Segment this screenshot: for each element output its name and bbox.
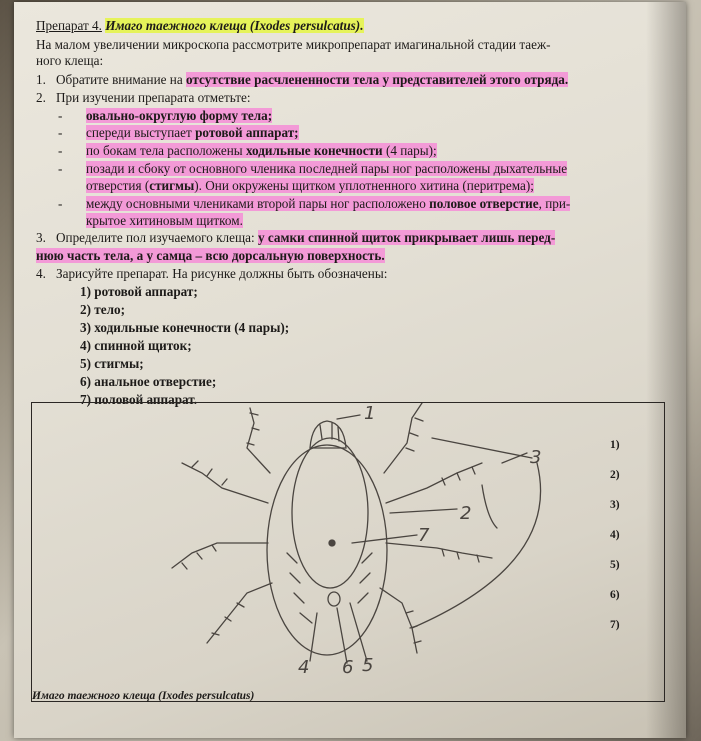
label-item: 4) спинной щиток; xyxy=(80,338,192,353)
label-item: 7) половой аппарат. xyxy=(80,392,198,407)
figure-caption: Имаго таежного клеща (Ixodes persulcatus) xyxy=(32,690,255,702)
bullet-tail: , при- xyxy=(538,196,571,211)
instruction-text: При изучении препарата отметьте: xyxy=(56,90,251,105)
instruction-2 xyxy=(36,90,251,106)
pointer-3a xyxy=(482,485,497,528)
bullet-legs xyxy=(36,143,437,159)
bullet-text: овально-округлую форму тела; xyxy=(86,108,273,123)
bullet-text: между основными члениками второй пары ног расположено xyxy=(86,196,430,211)
bullet-dash: - xyxy=(58,196,63,211)
bullet-text: крытое хитиновым щитком. xyxy=(86,213,243,228)
pointer-7 xyxy=(352,535,417,543)
drawing-frame xyxy=(31,402,665,702)
bullet-tail: (4 пары); xyxy=(382,143,437,158)
bullet-dash: - xyxy=(58,143,63,158)
intro-line-2: ного клеща: xyxy=(36,53,104,68)
scutum-outline xyxy=(292,438,368,588)
instruction-3-line-2 xyxy=(36,248,385,264)
leg-left-1 xyxy=(247,408,270,473)
bullet-bold: ротовой аппарат; xyxy=(195,125,299,140)
instruction-1 xyxy=(36,72,568,88)
bullet-bold: стигмы xyxy=(149,178,195,193)
instruction-text: Обратите внимание на xyxy=(56,72,183,87)
bullet-stigmata-line-1 xyxy=(36,161,567,177)
handwritten-label: 7 xyxy=(418,525,430,546)
figure-number: 7) xyxy=(610,619,620,631)
handwritten-label: 3 xyxy=(530,447,542,468)
figure-number: 4) xyxy=(610,529,620,541)
pointer-6 xyxy=(337,608,347,663)
bullet-text: отверстия ( xyxy=(86,178,150,193)
figure-number: 3) xyxy=(610,499,620,511)
tick-sketch xyxy=(32,403,664,701)
instruction-text: Зарисуйте препарат. На рисунке должны быть обозначены: xyxy=(56,266,388,281)
handwritten-label: 1 xyxy=(364,403,376,424)
figure-number: 6) xyxy=(610,589,620,601)
title-prefix: Препарат 4. xyxy=(36,18,102,33)
handwritten-label: 2 xyxy=(460,503,472,524)
instruction-highlight: нюю часть тела, а у самца – всю дорсальную поверхность. xyxy=(36,248,385,263)
pointer-3c xyxy=(412,463,541,628)
leg-right-3 xyxy=(386,543,492,558)
handwritten-label: 4 xyxy=(298,657,310,678)
body-outline xyxy=(267,445,387,655)
title-specimen-name: Имаго таежного клеща (Ixodes persulcatus). xyxy=(105,18,364,33)
figure-number: 2) xyxy=(610,469,620,481)
bullet-bold: половое отверстие xyxy=(429,196,539,211)
bullet-text: спереди выступает xyxy=(86,125,196,140)
worksheet-page xyxy=(14,2,686,738)
bullet-genital-line-2 xyxy=(86,213,243,229)
anal-opening xyxy=(328,592,340,606)
handwritten-label: 5 xyxy=(362,655,374,676)
label-item: 6) анальное отверстие; xyxy=(80,374,217,389)
leg-left-2 xyxy=(182,463,268,503)
genital-dot xyxy=(329,540,335,546)
bullet-dash: - xyxy=(58,161,63,176)
bullet-bold: ходильные конечности xyxy=(245,143,383,158)
pointer-2 xyxy=(390,509,457,513)
bullet-dash: - xyxy=(58,125,63,140)
figure-number: 1) xyxy=(610,439,620,451)
label-item: 2) тело; xyxy=(80,302,125,317)
instruction-3 xyxy=(36,230,555,246)
instruction-number: 3. xyxy=(36,230,46,245)
bullet-text: по бокам тела расположены xyxy=(86,143,246,158)
label-item: 1) ротовой аппарат; xyxy=(80,284,198,299)
bullet-mouthparts xyxy=(36,125,299,141)
leg-right-2 xyxy=(386,463,482,503)
handwritten-label: 6 xyxy=(342,657,354,678)
instruction-number: 4. xyxy=(36,266,46,281)
section-title xyxy=(36,18,364,34)
instruction-highlight: отсутствие расчлененности тела у представителей этого отряда. xyxy=(186,72,569,87)
leg-right-1 xyxy=(384,403,422,473)
intro-line-1: На малом увеличении микроскопа рассмотрите микропрепарат имагинальной стадии таеж- xyxy=(36,37,551,52)
bullet-tail: ). Они окружены щитком уплотненного хитина (перитрема); xyxy=(194,178,534,193)
instruction-highlight: у самки спинной щиток прикрывает лишь перед- xyxy=(257,230,556,245)
bullet-dash: - xyxy=(58,108,63,123)
instruction-number: 2. xyxy=(36,90,46,105)
bullet-body-shape xyxy=(36,108,272,124)
leg-left-3 xyxy=(172,543,268,568)
instruction-text: Определите пол изучаемого клеща: xyxy=(56,230,255,245)
instruction-4 xyxy=(36,266,387,282)
label-item: 3) ходильные конечности (4 пары); xyxy=(80,320,290,335)
bullet-genital-line-1 xyxy=(36,196,570,212)
figure-number: 5) xyxy=(610,559,620,571)
label-item: 5) стигмы; xyxy=(80,356,144,371)
pointer-1 xyxy=(337,415,360,419)
bullet-text: позади и сбоку от основного членика последней пары ног расположены дыхательные xyxy=(86,161,568,176)
bullet-stigmata-line-2 xyxy=(86,178,534,194)
leg-right-4 xyxy=(380,588,417,653)
instruction-number: 1. xyxy=(36,72,46,87)
pointer-3b xyxy=(432,438,532,458)
